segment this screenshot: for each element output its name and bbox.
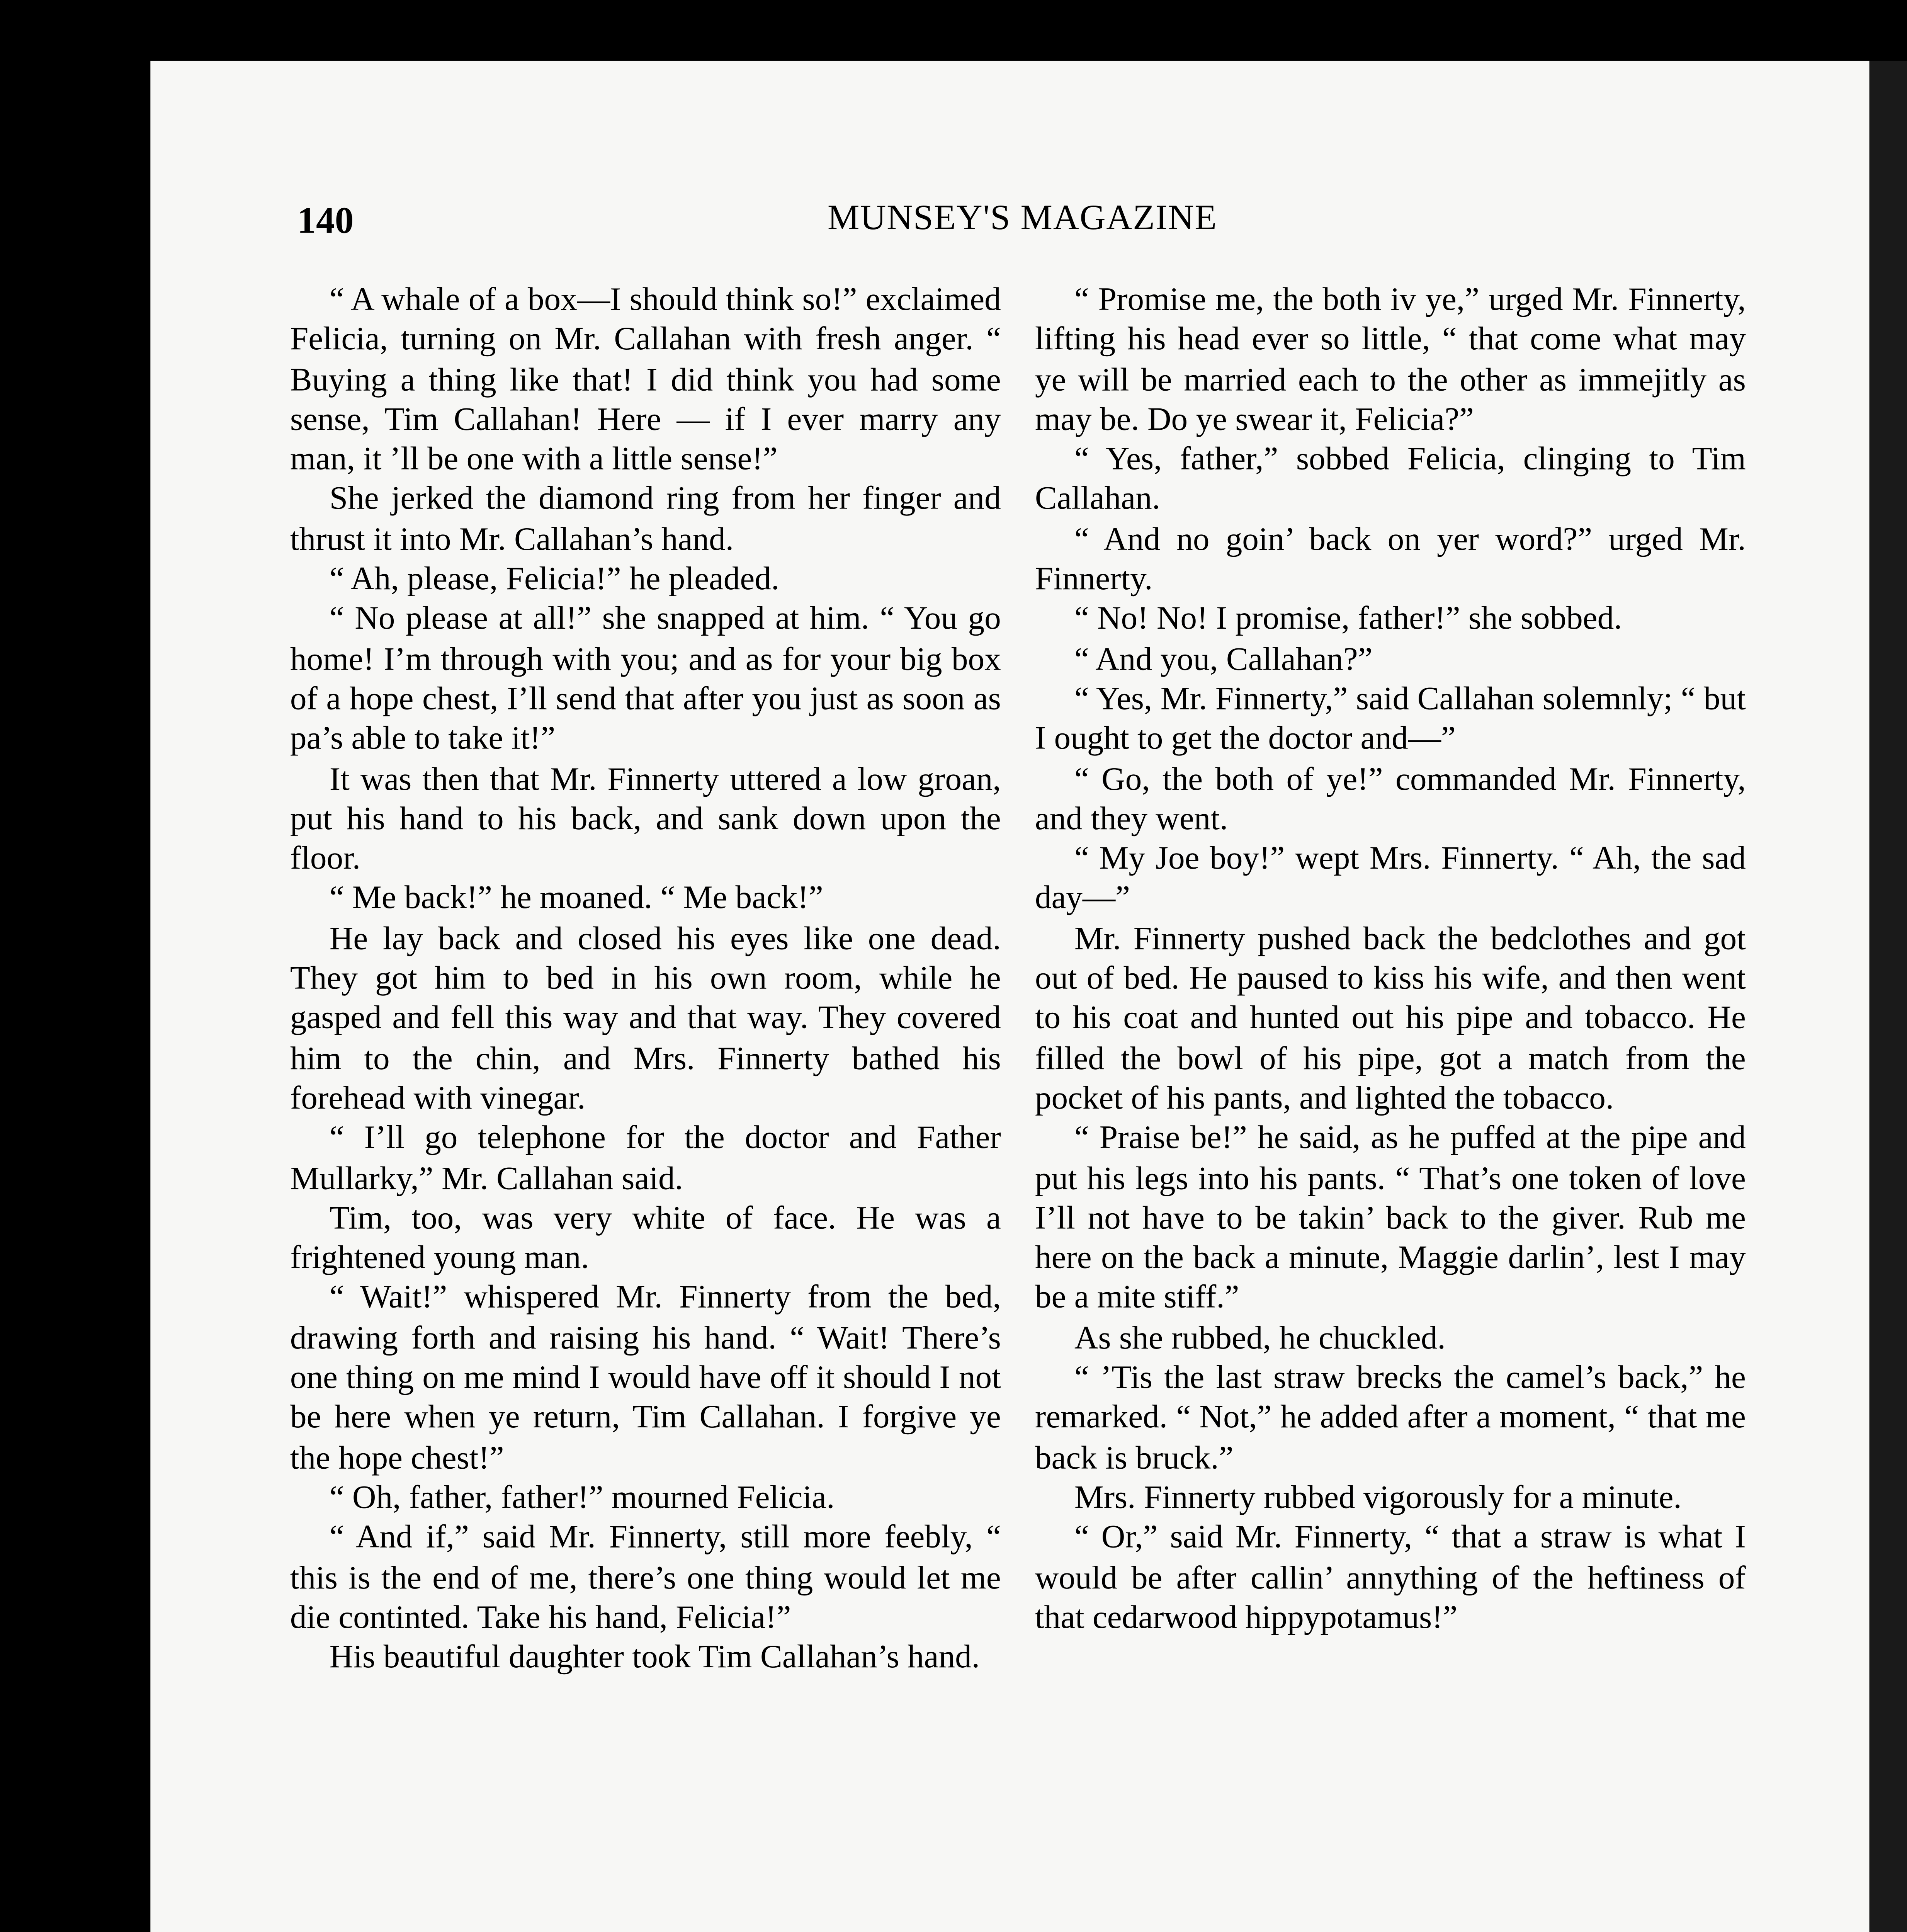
paragraph: “ ’Tis the last straw brecks the camel’s back,” he remarked. “ Not,” he added after a moment, “ that me back is bruck.”: [1035, 1359, 1746, 1475]
page-number: 140: [297, 199, 354, 242]
paragraph: “ No please at all!” she snapped at him. “ You go home! I’m through with you; and as for your big box of a hope chest, I’ll send that after you just as soon as pa’s able to take it!”: [290, 600, 1001, 757]
paragraph: “ Yes, Mr. Finnerty,” said Callahan solemnly; “ but I ought to get the doctor and—”: [1035, 680, 1746, 757]
paragraph: “ Oh, father, father!” mourned Felicia.: [329, 1479, 835, 1515]
paragraph: “ My Joe boy!” wept Mrs. Finnerty. “ Ah, the sad day—”: [1035, 840, 1746, 916]
running-head: MUNSEY'S MAGAZINE: [828, 199, 1217, 238]
binding-edge: [1870, 61, 1907, 1932]
paragraph: “ I’ll go telephone for the doctor and Father Mullarky,” Mr. Callahan said.: [290, 1119, 1001, 1196]
paragraph: “ And you, Callahan?”: [1074, 640, 1373, 677]
paragraph: Tim, too, was very white of face. He was a frightened young man.: [290, 1199, 1001, 1276]
paragraph: “ Me back!” he moaned. “ Me back!”: [329, 880, 823, 916]
paragraph: Mrs. Finnerty rubbed vigorously for a minute.: [1074, 1479, 1682, 1515]
paragraph: “ No! No! I promise, father!” she sobbed.: [1074, 600, 1622, 637]
paragraph: “ Ah, please, Felicia!” he pleaded.: [329, 561, 780, 597]
story-column-left: [290, 279, 1001, 1677]
paragraph: His beautiful daughter took Tim Callahan’s hand.: [329, 1639, 980, 1675]
paragraph: “ A whale of a box—I should think so!” exclaimed Felicia, turning on Mr. Callahan with fresh anger. “ Buying a thing like that! I did think you had some sense, Tim Callahan! Here — if I ever marry any man, it ’ll be one with a little sense!”: [290, 281, 1001, 477]
paragraph: It was then that Mr. Finnerty uttered a low groan, put his hand to his back, and sank down upon the floor.: [290, 760, 1001, 876]
paragraph: “ Praise be!” he said, as he puffed at the pipe and put his legs into his pants. “ That’s one token of love I’ll not have to be takin’ back to the giver. Rub me here on the back a minute, Maggie darlin’, lest I may be a mite stiff.”: [1035, 1119, 1746, 1315]
paragraph: “ Or,” said Mr. Finnerty, “ that a straw is what I would be after callin’ annything of the heftiness of that cedarwood hippypotamus!”: [1035, 1519, 1746, 1635]
paragraph: “ Promise me, the both iv ye,” urged Mr. Finnerty, lifting his head ever so little, “ that come what may ye will be married each to the other as immejitly as may be. Do ye swear it, Felicia?”: [1035, 281, 1746, 437]
paragraph: She jerked the diamond ring from her finger and thrust it into Mr. Callahan’s hand.: [290, 481, 1001, 557]
paragraph: As she rubbed, he chuckled.: [1074, 1319, 1446, 1355]
paragraph: Mr. Finnerty pushed back the bedclothes and got out of bed. He paused to kiss his wife, and then went to his coat and hunted out his pipe and tobacco. He filled the bowl of his pipe, got a match from the pocket of his pants, and lighted the tobacco.: [1035, 920, 1746, 1116]
paragraph: “ Go, the both of ye!” commanded Mr. Finnerty, and they went.: [1035, 760, 1746, 836]
story-column-right: [1035, 279, 1746, 1637]
paragraph: He lay back and closed his eyes like one dead. They got him to bed in his own room, while he gasped and fell this way and that way. They covered him to the chin, and Mrs. Finnerty bathed his forehead with vinegar.: [290, 920, 1001, 1116]
paragraph: “ And no goin’ back on yer word?” urged Mr. Finnerty.: [1035, 520, 1746, 597]
paragraph: “ And if,” said Mr. Finnerty, still more feebly, “ this is the end of me, there’s one thing would let me die continted. Take his hand, Felicia!”: [290, 1519, 1001, 1635]
paragraph: “ Yes, father,” sobbed Felicia, clinging to Tim Callahan.: [1035, 441, 1746, 517]
paragraph: “ Wait!” whispered Mr. Finnerty from the bed, drawing forth and raising his hand. “ Wait! There’s one thing on me mind I would have off it should I not be here when ye return, Tim Callahan. I forgive ye the hope chest!”: [290, 1279, 1001, 1475]
